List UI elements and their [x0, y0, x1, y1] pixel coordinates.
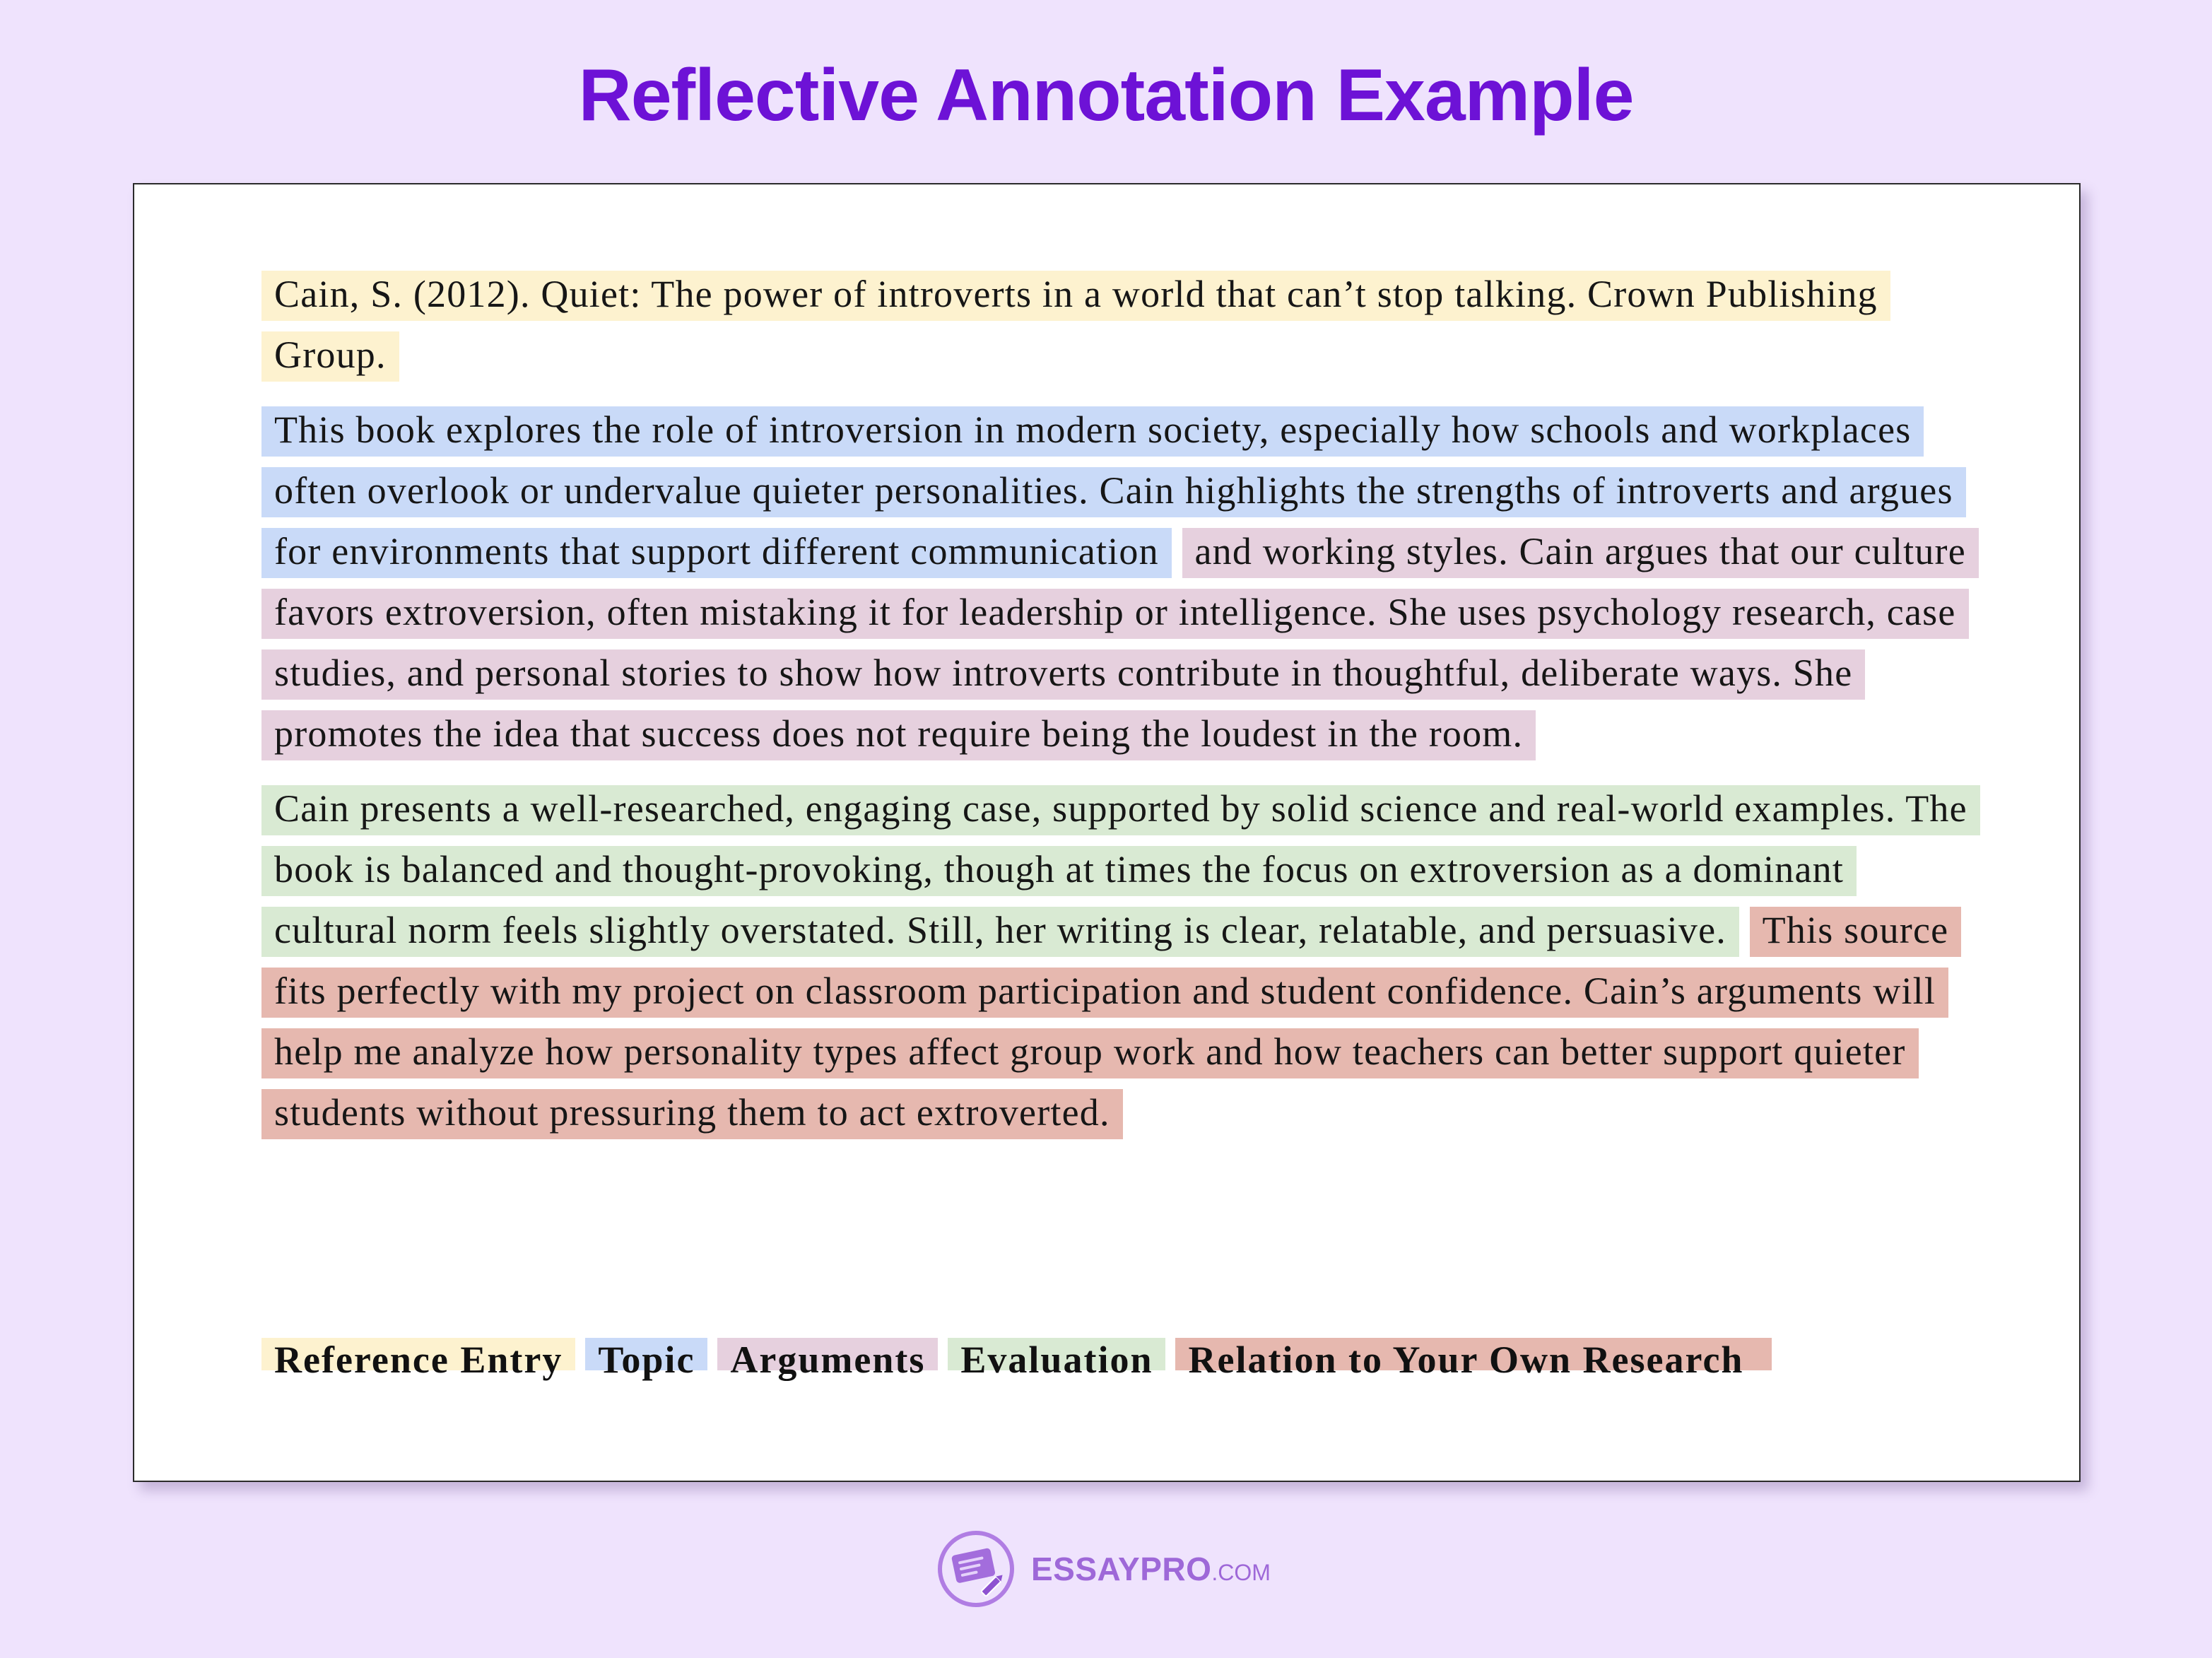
- legend-relation: Relation to Your Own Research: [1175, 1338, 1772, 1370]
- color-legend: [261, 1338, 1772, 1381]
- topic-text: This book explores the role of introversion in modern society, especially how schools and workplaces often overlook or undervalue quieter personalities. Cain highlights the strengths of introverts and argues for environments that support different communication: [261, 406, 1966, 578]
- brand-logo: [936, 1529, 1271, 1609]
- annotation-body: [261, 264, 1972, 1157]
- annotation-card: [133, 183, 2081, 1482]
- evaluation-text: Cain presents a well-researched, engaging case, supported by solid science and real-world examples. The book is balanced and thought-provoking, though at times the focus on extroversion as a dominant cultural norm feels slightly overstated. Still, her writing is clear, relatable, and persuasive.: [261, 785, 1980, 957]
- relation-text: This source fits perfectly with my project on classroom participation and student confidence. Cain’s arguments will help me analyze how personality types affect group work and how teachers can better support quieter students without pressuring them to act extroverted.: [261, 907, 1961, 1139]
- reference-paragraph: [261, 264, 1972, 385]
- essaypro-pencil-logo-icon: [936, 1529, 1016, 1609]
- page-title: Reflective Annotation Example: [578, 54, 1634, 136]
- reflection-paragraph: [261, 778, 1972, 1143]
- reference-entry-text: Cain, S. (2012). Quiet: The power of introverts in a world that can’t stop talking. Crown Publishing Group.: [261, 271, 1890, 382]
- legend-topic: Topic: [585, 1338, 707, 1370]
- arguments-text: and working styles. Cain argues that our culture favors extroversion, often mistaking it for leadership or intelligence. She uses psychology research, case studies, and personal stories to show how introverts contribute in thoughtful, deliberate ways. She promotes the idea that success does not require being the loudest in the room.: [261, 528, 1979, 760]
- legend-arguments: Arguments: [717, 1338, 938, 1370]
- legend-reference-entry: Reference Entry: [261, 1338, 575, 1370]
- brand-name: ESSAYPRO.COM: [1031, 1551, 1271, 1587]
- summary-paragraph: [261, 399, 1972, 764]
- brand-domain: .COM: [1211, 1560, 1271, 1585]
- legend-evaluation: Evaluation: [948, 1338, 1165, 1370]
